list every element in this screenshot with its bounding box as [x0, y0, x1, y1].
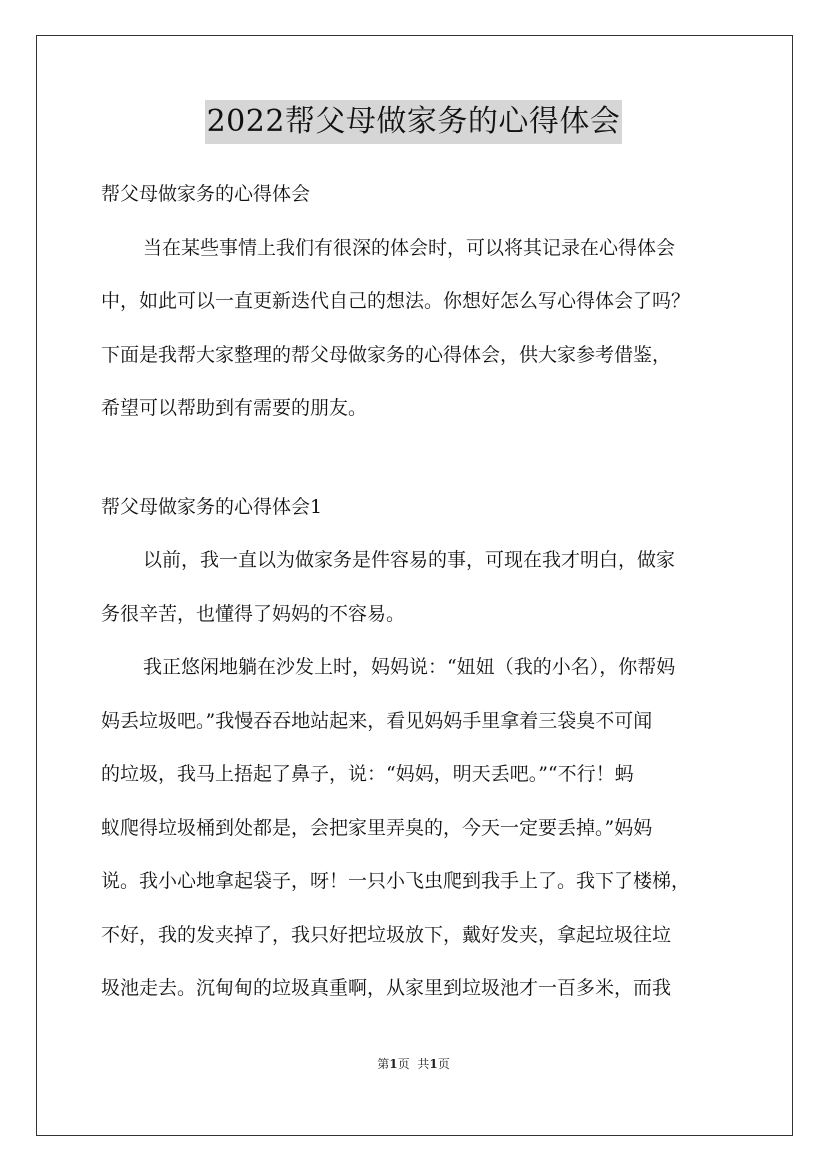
intro-line: 当在某些事情上我们有很深的体会时，可以将其记录在心得体会 — [143, 236, 676, 259]
paragraph-line: 我正悠闲地躺在沙发上时，妈妈说：“妞妞（我的小名），你帮妈 — [143, 656, 676, 678]
intro-line: 下面是我帮大家整理的帮父母做家务的心得体会，供大家参考借鉴， — [101, 343, 672, 366]
document-title: 2022帮父母做家务的心得体会 — [205, 100, 623, 144]
title-container — [0, 100, 827, 144]
paragraph-line: 务很辛苦，也懂得了妈妈的不容易。 — [101, 602, 406, 625]
paragraph-line: 不好，我的发夹掉了，我只好把垃圾放下，戴好发夹，拿起垃圾往垃 — [101, 923, 672, 946]
subtitle: 帮父母做家务的心得体会 — [101, 183, 311, 205]
section-heading: 帮父母做家务的心得体会1 — [101, 495, 323, 518]
paragraph-line: 以前，我一直以为做家务是件容易的事，可现在我才明白，做家 — [143, 549, 676, 571]
intro-line: 中，如此可以一直更新迭代自己的想法。你想好怎么写心得体会了吗？ — [101, 290, 691, 312]
paragraph-line: 妈丢垃圾吧。”我慢吞吞地站起来，看见妈妈手里拿着三袋臭不可闻 — [101, 709, 653, 732]
section-gap — [101, 436, 741, 481]
page-prefix: 第 — [377, 1057, 390, 1071]
document-body — [101, 168, 741, 1016]
paragraph-line: 的垃圾，我马上捂起了鼻子，说：“妈妈，明天丢吧。”“不行！蚂 — [101, 763, 634, 785]
total-pages: 1 — [429, 1057, 438, 1071]
page-footer — [0, 1055, 827, 1073]
paragraph-line: 圾池走去。沉甸甸的垃圾真重啊，从家里到垃圾池才一百多米，而我 — [101, 977, 672, 999]
paragraph-line: 说。我小心地拿起袋子，呀！一只小飞虫爬到我手上了。我下了楼梯， — [101, 870, 691, 892]
page-number: 1 — [389, 1057, 398, 1071]
total-suffix: 页 — [437, 1057, 450, 1071]
page-suffix: 页 — [397, 1057, 410, 1071]
total-prefix: 共 — [417, 1057, 430, 1071]
intro-line: 希望可以帮助到有需要的朋友。 — [101, 397, 368, 419]
paragraph-line: 蚁爬得垃圾桶到处都是，会把家里弄臭的，今天一定要丢掉。”妈妈 — [101, 816, 653, 839]
